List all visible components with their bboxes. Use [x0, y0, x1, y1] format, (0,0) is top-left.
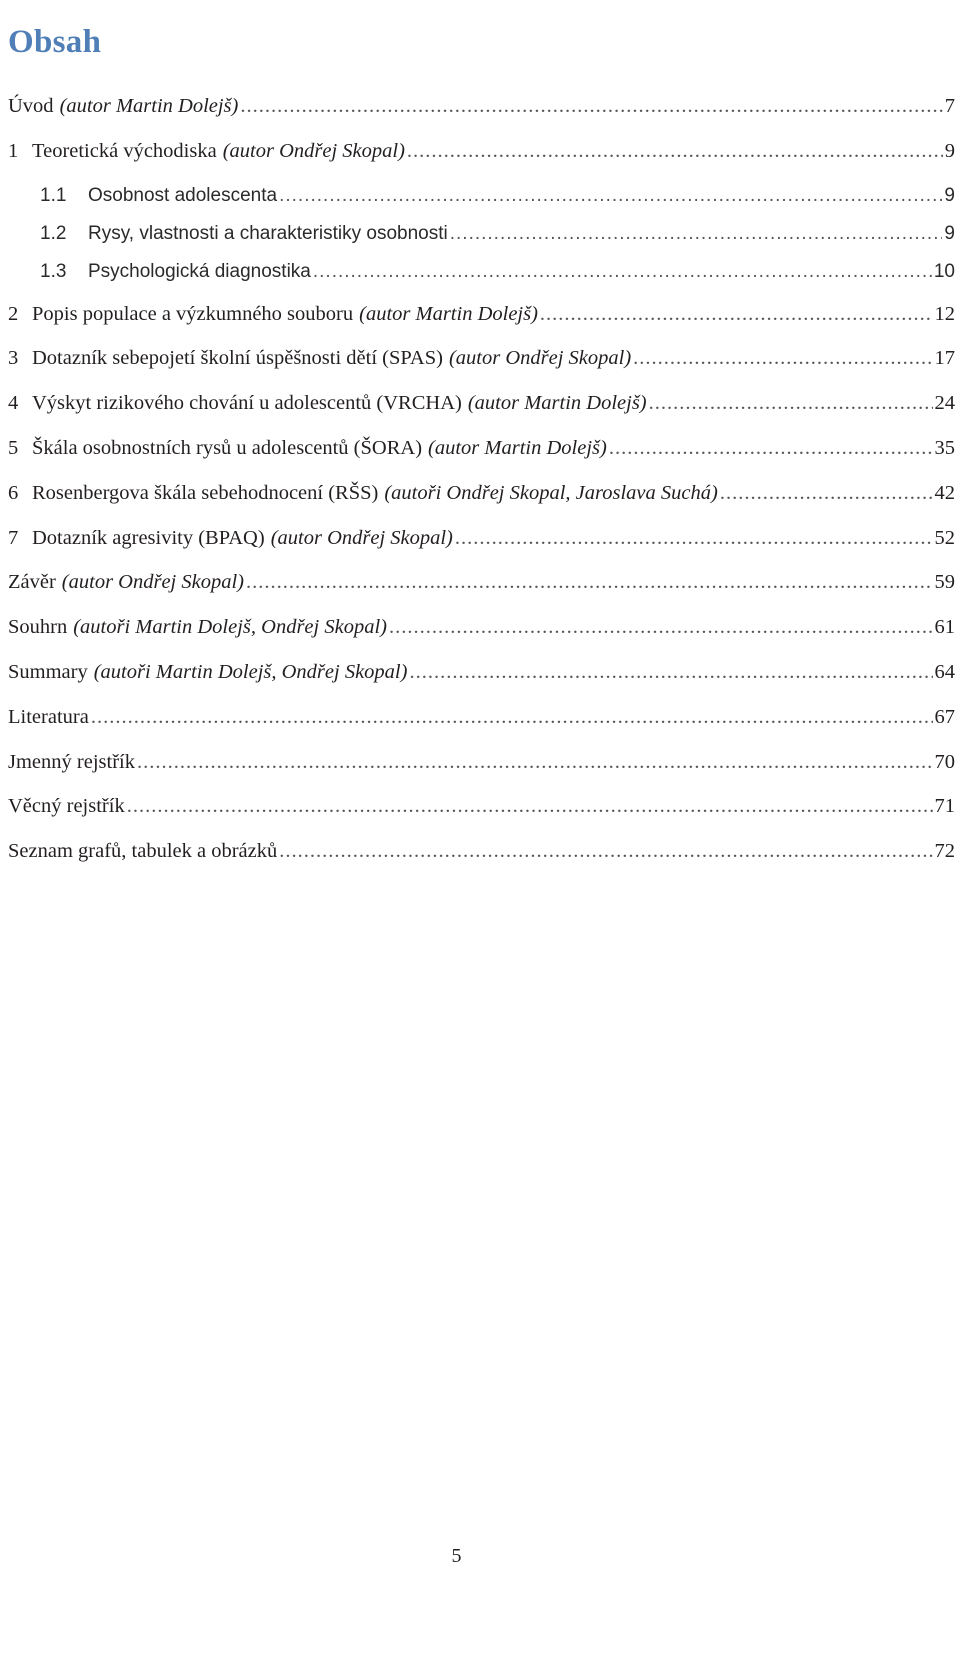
toc-entry-page: 35 [934, 436, 955, 459]
toc-entry-label: Rosenbergova škála sebehodnocení (RŠS) [32, 481, 379, 504]
table-of-contents [8, 95, 955, 885]
toc-entry-number: 1.2 [40, 222, 67, 244]
toc-entry-label: Úvod [8, 95, 54, 117]
toc-entry-number: 7 [8, 526, 19, 549]
toc-entry-section-1-2[interactable] [8, 223, 955, 261]
toc-entry-number: 6 [8, 481, 19, 504]
toc-entry-page: 67 [934, 705, 955, 728]
toc-entry-author: (autor Martin Dolejš) [59, 95, 239, 117]
toc-entry-label: Rysy, vlastnosti a charakteristiky osobnosti [88, 222, 448, 244]
toc-entry-page: 59 [934, 571, 955, 594]
toc-entry-chapter-4[interactable] [8, 392, 955, 437]
toc-entry-page: 9 [944, 184, 955, 206]
toc-entry-label: Závěr [8, 571, 56, 594]
dot-leader [450, 223, 943, 245]
toc-entry-number: 1 [8, 139, 19, 162]
dot-leader [246, 571, 933, 594]
toc-entry-number: 3 [8, 347, 19, 370]
toc-entry-jmenny-rejstrik[interactable] [8, 751, 955, 796]
toc-entry-number: 2 [8, 302, 19, 325]
toc-entry-section-1-3[interactable] [8, 261, 955, 299]
toc-entry-label: Výskyt rizikového chování u adolescentů (VRCHA) [32, 392, 462, 415]
dot-leader [279, 185, 942, 207]
dot-leader [389, 616, 933, 639]
toc-entry-page: 24 [934, 392, 955, 415]
toc-entry-label: Dotazník sebepojetí školní úspěšnosti dětí (SPAS) [32, 347, 443, 370]
dot-leader [240, 95, 942, 118]
dot-leader [633, 347, 932, 370]
toc-entry-chapter-3[interactable] [8, 347, 955, 392]
toc-heading: Obsah [8, 24, 102, 61]
toc-entry-label: Škála osobnostních rysů u adolescentů (ŠORA) [32, 436, 423, 459]
toc-entry-number: 4 [8, 392, 19, 415]
toc-entry-author: (autor Martin Dolejš) [359, 302, 538, 325]
toc-entry-author: (autoři Ondřej Skopal, Jaroslava Suchá) [384, 481, 718, 504]
toc-entry-label: Seznam grafů, tabulek a obrázků [8, 840, 278, 863]
toc-entry-seznam[interactable] [8, 840, 955, 885]
toc-entry-page: 9 [944, 139, 955, 162]
toc-entry-label: Dotazník agresivity (BPAQ) [32, 526, 265, 549]
dot-leader [609, 437, 933, 460]
dot-leader [540, 303, 933, 326]
toc-entry-zaver[interactable] [8, 571, 955, 616]
dot-leader [455, 527, 933, 550]
dot-leader [91, 706, 933, 729]
toc-entry-page: 64 [934, 660, 955, 683]
dot-leader [313, 261, 932, 283]
toc-entry-page: 12 [934, 302, 955, 325]
toc-entry-page: 61 [934, 616, 955, 639]
toc-entry-page: 71 [934, 795, 955, 818]
page-number: 5 [451, 1545, 462, 1567]
dot-leader [407, 140, 943, 163]
toc-entry-summary[interactable] [8, 661, 955, 706]
toc-entry-vecny-rejstrik[interactable] [8, 795, 955, 840]
toc-entry-page: 42 [934, 481, 955, 504]
dot-leader [720, 482, 933, 505]
toc-entry-souhrn[interactable] [8, 616, 955, 661]
toc-entry-page: 52 [934, 526, 955, 549]
toc-entry-label: Teoretická východiska [32, 139, 217, 162]
toc-entry-label: Literatura [8, 705, 89, 728]
dot-leader [127, 795, 933, 818]
toc-entry-literatura[interactable] [8, 706, 955, 751]
toc-entry-label: Popis populace a výzkumného souboru [32, 302, 354, 325]
toc-entry-author: (autor Ondřej Skopal) [61, 571, 244, 594]
toc-entry-author: (autor Martin Dolejš) [467, 392, 647, 415]
toc-entry-author: (autor Martin Dolejš) [428, 436, 607, 459]
toc-entry-author: (autoři Martin Dolejš, Ondřej Skopal) [93, 660, 408, 683]
toc-entry-author: (autor Ondřej Skopal) [270, 526, 453, 549]
dot-leader [137, 751, 933, 774]
toc-entry-chapter-2[interactable] [8, 303, 955, 348]
toc-entry-label: Osobnost adolescenta [88, 184, 278, 206]
toc-entry-chapter-1[interactable] [8, 140, 955, 185]
toc-entry-page: 72 [934, 840, 955, 863]
toc-entry-section-1-1[interactable] [8, 185, 955, 223]
toc-entry-label: Summary [8, 660, 88, 683]
toc-entry-page: 9 [944, 222, 955, 244]
toc-entry-page: 7 [944, 95, 955, 117]
toc-entry-label: Psychologická diagnostika [88, 260, 311, 282]
toc-entry-page: 10 [933, 260, 955, 282]
toc-entry-label: Věcný rejstřík [8, 795, 125, 818]
toc-entry-page: 17 [934, 347, 955, 370]
toc-entry-label: Jmenný rejstřík [8, 750, 135, 773]
toc-entry-number: 5 [8, 436, 19, 459]
toc-entry-uvod[interactable] [8, 95, 955, 140]
toc-entry-author: (autor Ondřej Skopal) [222, 139, 405, 162]
toc-entry-page: 70 [934, 750, 955, 773]
toc-entry-number: 1.3 [40, 260, 67, 282]
dot-leader [279, 840, 932, 863]
toc-entry-author: (autoři Martin Dolejš, Ondřej Skopal) [73, 616, 387, 639]
dot-leader [409, 661, 932, 684]
toc-entry-label: Souhrn [8, 616, 68, 639]
toc-entry-chapter-6[interactable] [8, 482, 955, 527]
toc-entry-number: 1.1 [40, 184, 67, 206]
dot-leader [649, 392, 933, 415]
toc-entry-author: (autor Ondřej Skopal) [448, 347, 632, 370]
toc-entry-chapter-7[interactable] [8, 527, 955, 572]
toc-entry-chapter-5[interactable] [8, 437, 955, 482]
